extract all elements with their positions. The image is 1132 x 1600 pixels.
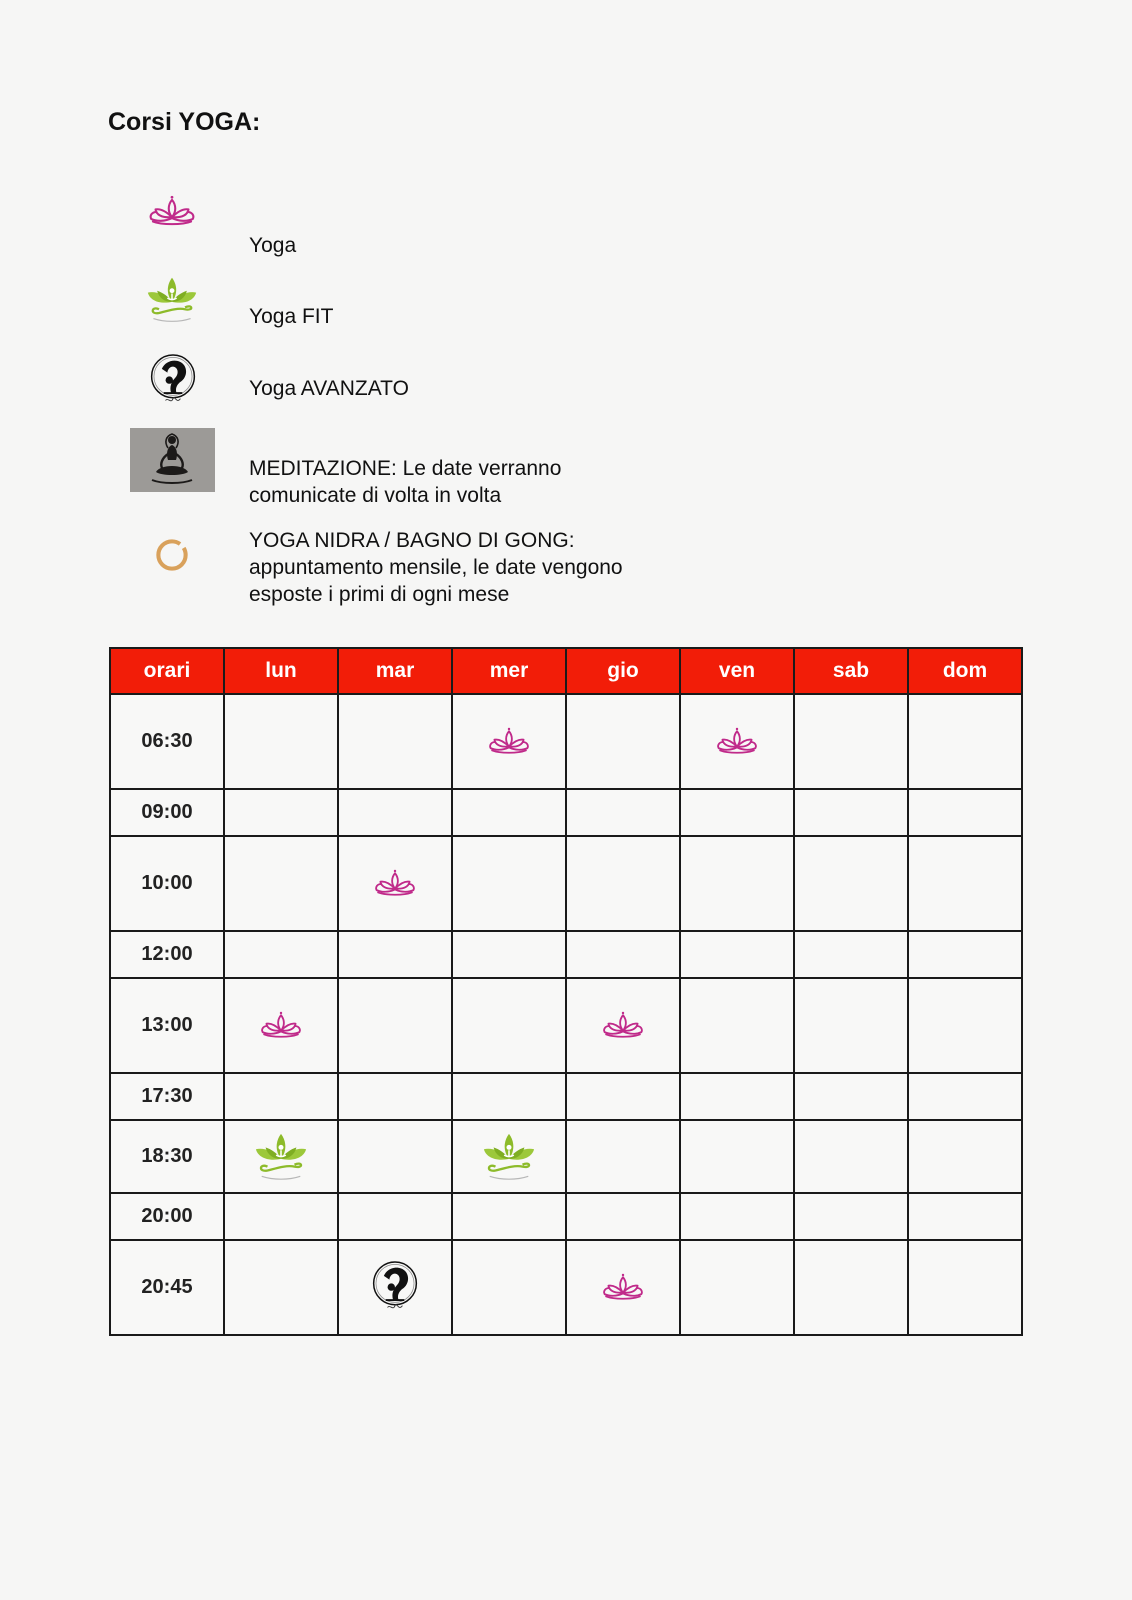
table-row <box>110 1073 1022 1120</box>
legend-yoga: Yoga <box>249 234 297 257</box>
lotus-pink-icon <box>225 1009 337 1043</box>
schedule-cell-dom <box>908 978 1022 1073</box>
lotus-pink-icon <box>144 192 200 232</box>
schedule-cell-ven <box>680 1240 794 1335</box>
schedule-cell-gio <box>566 1073 680 1120</box>
advanced-pose-icon <box>145 350 201 412</box>
schedule-cell-gio <box>566 836 680 931</box>
schedule-cell-lun <box>224 1073 338 1120</box>
time-cell: 13:00 <box>110 978 224 1073</box>
schedule-cell-mer <box>452 1193 566 1240</box>
schedule-cell-sab <box>794 1240 908 1335</box>
schedule-cell-mer <box>452 931 566 978</box>
schedule-cell-dom <box>908 931 1022 978</box>
schedule-cell-mar <box>338 1193 452 1240</box>
schedule-cell-mar <box>338 836 452 931</box>
schedule-cell-sab <box>794 694 908 789</box>
schedule-cell-dom <box>908 694 1022 789</box>
schedule-cell-lun <box>224 694 338 789</box>
lotus-green-icon <box>225 1130 337 1184</box>
schedule-cell-ven <box>680 1073 794 1120</box>
schedule-cell-sab <box>794 978 908 1073</box>
time-cell: 17:30 <box>110 1073 224 1120</box>
schedule-cell-ven <box>680 978 794 1073</box>
schedule-cell-lun <box>224 1193 338 1240</box>
time-cell: 10:00 <box>110 836 224 931</box>
header-gio: gio <box>566 648 680 694</box>
table-row <box>110 789 1022 836</box>
schedule-table <box>109 647 1023 1336</box>
schedule-cell-mer <box>452 1073 566 1120</box>
lotus-green-icon <box>140 272 204 328</box>
schedule-cell-gio <box>566 1120 680 1193</box>
schedule-cell-mar <box>338 789 452 836</box>
schedule-cell-mer <box>452 836 566 931</box>
schedule-cell-ven <box>680 836 794 931</box>
schedule-cell-mar <box>338 1120 452 1193</box>
schedule-body <box>110 694 1022 1335</box>
lotus-pink-icon <box>567 1009 679 1043</box>
schedule-cell-mar <box>338 978 452 1073</box>
schedule-cell-mar <box>338 694 452 789</box>
schedule-cell-gio <box>566 694 680 789</box>
header-sab: sab <box>794 648 908 694</box>
header-mer: mer <box>452 648 566 694</box>
gong-ring-icon <box>150 533 194 577</box>
advanced-pose-icon <box>339 1258 451 1318</box>
schedule-cell-lun <box>224 978 338 1073</box>
schedule-cell-dom <box>908 836 1022 931</box>
meditation-icon <box>130 428 215 492</box>
schedule-cell-ven <box>680 694 794 789</box>
header-dom: dom <box>908 648 1022 694</box>
table-row <box>110 931 1022 978</box>
lotus-pink-icon <box>681 725 793 759</box>
lotus-pink-icon <box>339 867 451 901</box>
header-lun: lun <box>224 648 338 694</box>
schedule-cell-sab <box>794 1193 908 1240</box>
table-row <box>110 694 1022 789</box>
schedule-cell-lun <box>224 931 338 978</box>
lotus-pink-icon <box>453 725 565 759</box>
schedule-cell-lun <box>224 1120 338 1193</box>
schedule-cell-sab <box>794 836 908 931</box>
schedule-cell-mar <box>338 931 452 978</box>
schedule-cell-mer <box>452 1240 566 1335</box>
schedule-cell-sab <box>794 1120 908 1193</box>
lotus-green-icon <box>453 1130 565 1184</box>
schedule-cell-gio <box>566 931 680 978</box>
time-cell: 18:30 <box>110 1120 224 1193</box>
page-title: Corsi YOGA: <box>108 108 261 136</box>
schedule-cell-gio <box>566 978 680 1073</box>
schedule-cell-sab <box>794 931 908 978</box>
schedule-cell-ven <box>680 1193 794 1240</box>
time-cell: 20:00 <box>110 1193 224 1240</box>
schedule-cell-lun <box>224 836 338 931</box>
schedule-cell-dom <box>908 1073 1022 1120</box>
schedule-cell-mar <box>338 1073 452 1120</box>
time-cell: 20:45 <box>110 1240 224 1335</box>
schedule-cell-ven <box>680 931 794 978</box>
lotus-pink-icon <box>567 1271 679 1305</box>
schedule-cell-mer <box>452 1120 566 1193</box>
header-ven: ven <box>680 648 794 694</box>
legend-yoga-fit: Yoga FIT <box>249 305 334 328</box>
time-cell: 06:30 <box>110 694 224 789</box>
schedule-cell-lun <box>224 789 338 836</box>
table-row <box>110 978 1022 1073</box>
schedule-cell-dom <box>908 1193 1022 1240</box>
schedule-cell-sab <box>794 789 908 836</box>
schedule-cell-ven <box>680 1120 794 1193</box>
schedule-cell-mer <box>452 694 566 789</box>
header-orari: orari <box>110 648 224 694</box>
schedule-cell-lun <box>224 1240 338 1335</box>
schedule-cell-gio <box>566 1240 680 1335</box>
time-cell: 09:00 <box>110 789 224 836</box>
schedule-cell-sab <box>794 1073 908 1120</box>
table-row <box>110 1193 1022 1240</box>
header-mar: mar <box>338 648 452 694</box>
schedule-cell-ven <box>680 789 794 836</box>
schedule-cell-mer <box>452 978 566 1073</box>
time-cell: 12:00 <box>110 931 224 978</box>
schedule-cell-mar <box>338 1240 452 1335</box>
table-row <box>110 1240 1022 1335</box>
schedule-cell-mer <box>452 789 566 836</box>
schedule-cell-gio <box>566 1193 680 1240</box>
schedule-cell-gio <box>566 789 680 836</box>
schedule-cell-dom <box>908 1240 1022 1335</box>
legend-meditazione: MEDITAZIONE: Le date verranno comunicate di volta in volta <box>249 457 562 507</box>
table-row <box>110 836 1022 931</box>
legend-yoga-nidra: YOGA NIDRA / BAGNO DI GONG: appuntamento mensile, le date vengono esposte i primi di ogni mese <box>249 529 623 606</box>
table-row <box>110 1120 1022 1193</box>
schedule-cell-dom <box>908 1120 1022 1193</box>
schedule-cell-dom <box>908 789 1022 836</box>
legend-yoga-avanzato: Yoga AVANZATO <box>249 377 409 400</box>
schedule-header-row <box>110 648 1022 694</box>
